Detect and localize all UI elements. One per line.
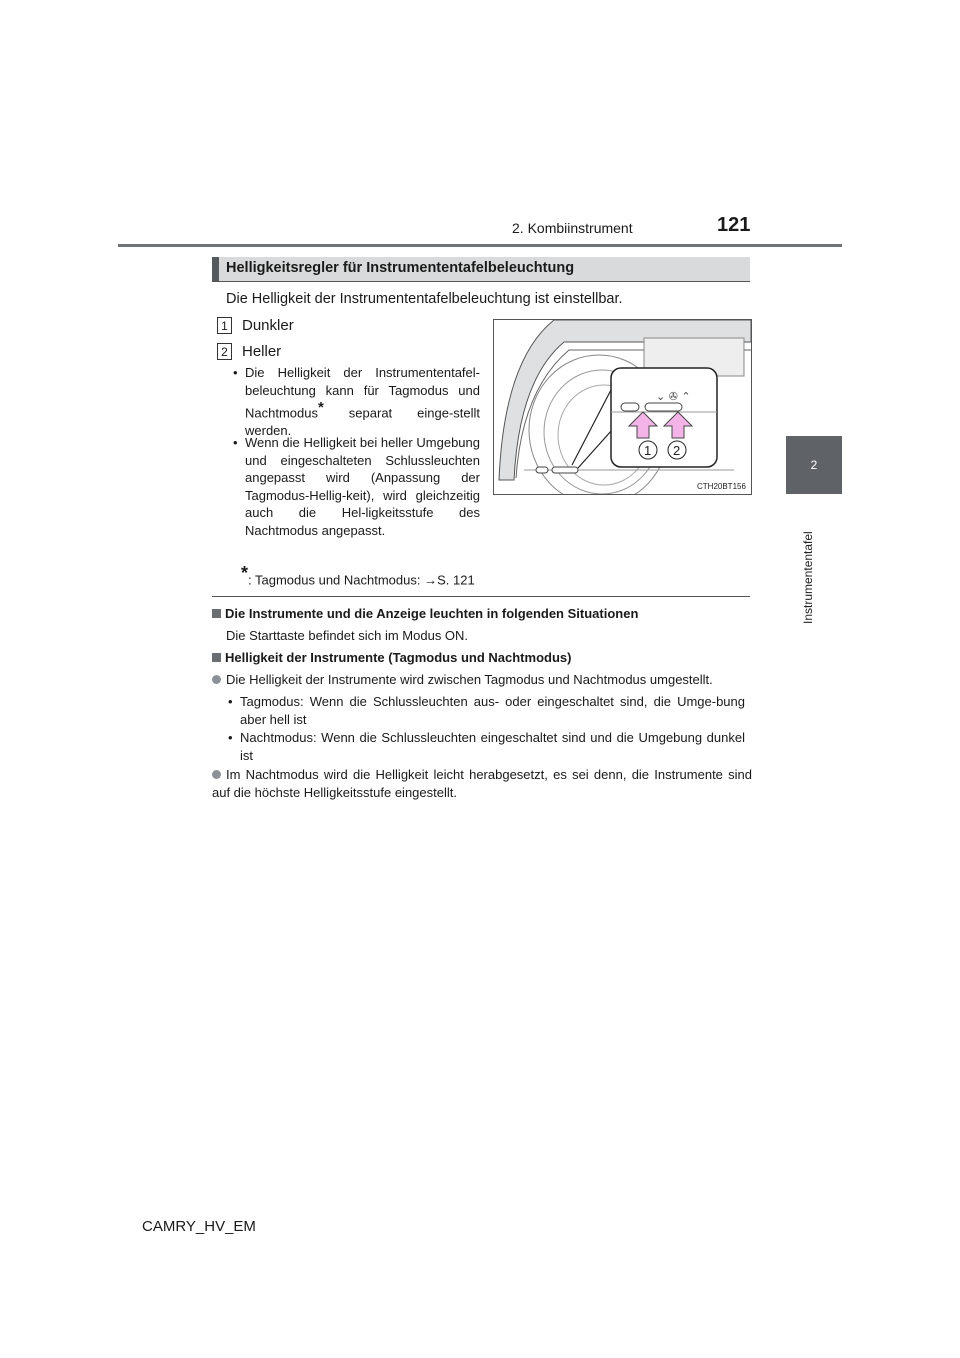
note-heading-text: Die Instrumente und die Anzeige leuchten in folgenden Situationen — [225, 606, 639, 621]
section-heading-bar — [212, 257, 750, 281]
header-divider — [118, 244, 842, 247]
figure-code: CTH20BT156 — [697, 482, 746, 491]
heading-marker — [212, 257, 219, 281]
callout-1: 1 — [644, 443, 652, 458]
chapter-label: Instrumententafel — [801, 531, 815, 624]
callout-2: 2 — [673, 443, 681, 458]
dashboard-illustration — [494, 320, 751, 494]
chapter-tab — [786, 436, 842, 494]
bullet-text-cont: separat einge-stellt werden. — [245, 405, 480, 438]
footnote-text: : Tagmodus und Nachtmodus: →S. 121 — [248, 572, 475, 588]
sub-point — [228, 693, 745, 729]
item-heller — [217, 343, 281, 360]
note-heading — [212, 650, 571, 665]
sub-point-text: Nachtmodus: Wenn die Schlussleuchten eingeschaltet sind und die Umgebung dunkel ist — [240, 730, 745, 763]
bullet-symbol: • — [233, 365, 238, 380]
bullet-symbol: • — [233, 435, 238, 450]
bullet-text: Wenn die Helligkeit bei heller Umgebung und eingeschalteten Schlussleuchten angepasst wird (Anpassung der Tagmodus-Hellig-keit), wird gleichzeitig auch die Hel-ligkeitsstufe des Nachtmodus angepasst. — [245, 435, 480, 538]
asterisk-mark: * — [317, 399, 324, 416]
note-point-text: Die Helligkeit der Instrumente wird zwischen Tagmodus und Nachtmodus umgestellt. — [226, 672, 713, 687]
note-text: Die Starttaste befindet sich im Modus ON. — [226, 628, 469, 643]
section-heading: Helligkeitsregler für Instrumententafelbeleuchtung — [226, 260, 575, 276]
sub-bullet: • — [228, 730, 233, 745]
note-point — [212, 766, 752, 802]
circle-bullet-icon — [212, 770, 221, 779]
sub-bullet: • — [228, 694, 233, 709]
item-number: 2 — [217, 343, 232, 360]
footnote-mark: * — [241, 563, 249, 583]
circle-bullet-icon — [212, 675, 221, 684]
square-bullet-icon — [212, 609, 221, 618]
page-number: 121 — [717, 214, 751, 236]
footnote — [241, 563, 475, 587]
item-label: Heller — [242, 343, 282, 360]
section-title: 2. Kombiinstrument — [512, 220, 633, 236]
item-label: Dunkler — [242, 317, 294, 334]
sub-point-text: Tagmodus: Wenn die Schlussleuchten aus- oder eingeschaltet sind, die Umge-bung aber hell ist — [240, 694, 745, 727]
note-point-text: Im Nachtmodus wird die Helligkeit leicht herabgesetzt, es sei denn, die Instrumente sind auf die höchste Helligkeitsstufe eingestellt. — [212, 767, 752, 800]
intro-text: Die Helligkeit der Instrumententafelbeleuchtung ist einstellbar. — [226, 291, 623, 307]
dashboard-figure — [493, 319, 752, 495]
bullet-item — [233, 364, 480, 439]
sub-point — [228, 729, 745, 765]
note-point — [212, 671, 752, 689]
heading-underline — [212, 281, 750, 282]
chapter-number: 2 — [810, 458, 818, 472]
note-heading-text: Helligkeit der Instrumente (Tagmodus und Nachtmodus) — [225, 650, 572, 665]
item-dunkler — [217, 317, 294, 334]
note-heading — [212, 606, 638, 621]
item-number: 1 — [217, 317, 232, 334]
section-divider — [212, 596, 750, 597]
bullet-text: Die Helligkeit der Instrumententafel-beleuchtung kann für Tagmodus und Nachtmodus — [245, 365, 480, 421]
square-bullet-icon — [212, 653, 221, 662]
bullet-item — [233, 434, 480, 539]
svg-text:⌄ ✇ ⌃: ⌄ ✇ ⌃ — [656, 390, 691, 403]
document-code: CAMRY_HV_EM — [142, 1218, 256, 1235]
